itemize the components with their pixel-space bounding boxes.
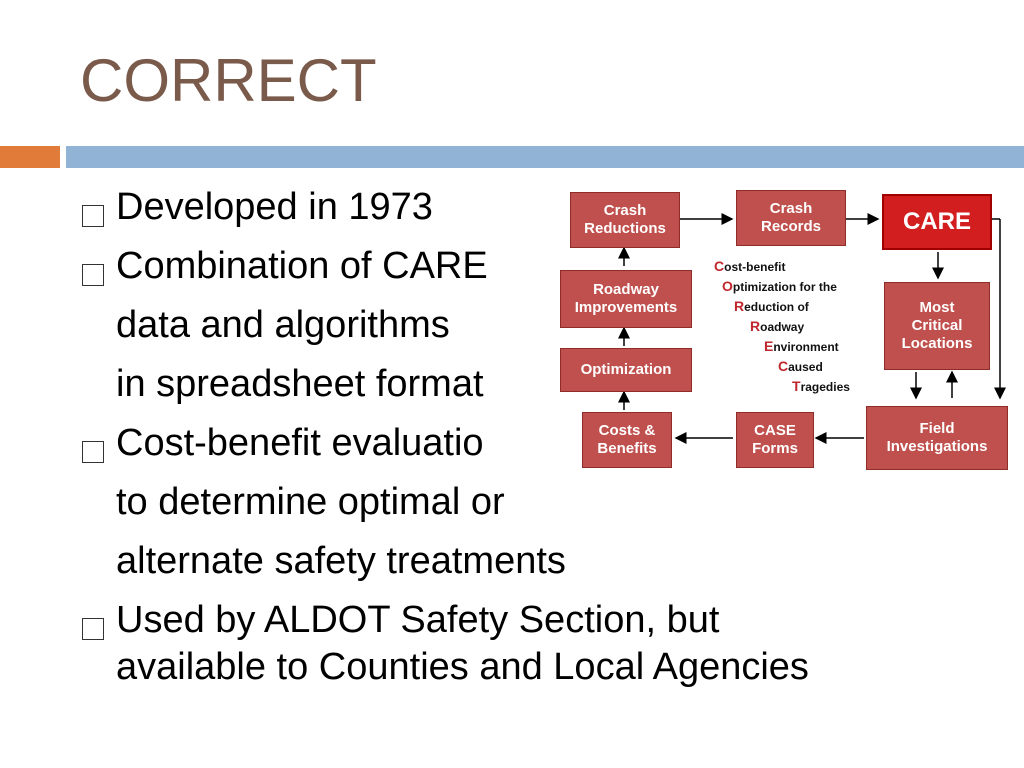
acronym-word: ragedies [800, 380, 850, 394]
acronym-line [764, 338, 839, 355]
node-field-investigations: Field Investigations [866, 406, 1008, 470]
node-roadway-improvements: Roadway Improvements [560, 270, 692, 328]
bullet-continuation: alternate safety treatments [116, 540, 566, 582]
acronym-word: nvironment [773, 340, 839, 354]
acronym-letter: T [792, 378, 801, 394]
acronym-word: oadway [760, 320, 805, 334]
care-process-diagram [548, 182, 1022, 482]
acronym-word: ost-benefit [724, 260, 786, 274]
slide-title: CORRECT [80, 47, 377, 114]
acronym-letter: R [750, 318, 761, 334]
bullet-square-icon [82, 441, 104, 463]
node-crash-reductions: Crash Reductions [570, 192, 680, 248]
bullet-square-icon [82, 205, 104, 227]
acronym-letter: C [778, 358, 789, 374]
acronym-line [722, 278, 837, 295]
acronym-letter: R [734, 298, 745, 314]
node-crash-records: Crash Records [736, 190, 846, 246]
accent-bar-blue [66, 146, 1024, 168]
node-most-critical-locations: Most Critical Locations [884, 282, 990, 370]
bullet-continuation: to determine optimal or [116, 481, 505, 523]
acronym-word: eduction of [744, 300, 809, 314]
bullet-square-icon [82, 264, 104, 286]
acronym-word: aused [788, 360, 823, 374]
acronym-word: ptimization for the [732, 280, 837, 294]
acronym-line [714, 258, 785, 275]
acronym-line [750, 318, 804, 335]
node-costs-benefits: Costs & Benefits [582, 412, 672, 468]
acronym-line [792, 378, 850, 395]
bullet-square-icon [82, 618, 104, 640]
bullet-line: Combination of CARE [116, 245, 488, 287]
acronym-letter: C [714, 258, 725, 274]
acronym-letter: E [764, 338, 774, 354]
bullet-line: Developed in 1973 [116, 186, 433, 228]
bullet-continuation: in spreadsheet format [116, 363, 484, 405]
node-care: CARE [882, 194, 992, 250]
acronym-letter: O [722, 278, 733, 294]
bullet-line: Cost-benefit evaluatio [116, 422, 484, 464]
bullet-continuation: data and algorithms [116, 304, 450, 346]
acronym-line [734, 298, 809, 315]
accent-bar-orange [0, 146, 60, 168]
node-case-forms: CASE Forms [736, 412, 814, 468]
acronym-line [778, 358, 823, 375]
node-optimization: Optimization [560, 348, 692, 392]
bullet-line: Used by ALDOT Safety Section, but [116, 599, 720, 641]
bullet-continuation: available to Counties and Local Agencies [116, 646, 809, 688]
